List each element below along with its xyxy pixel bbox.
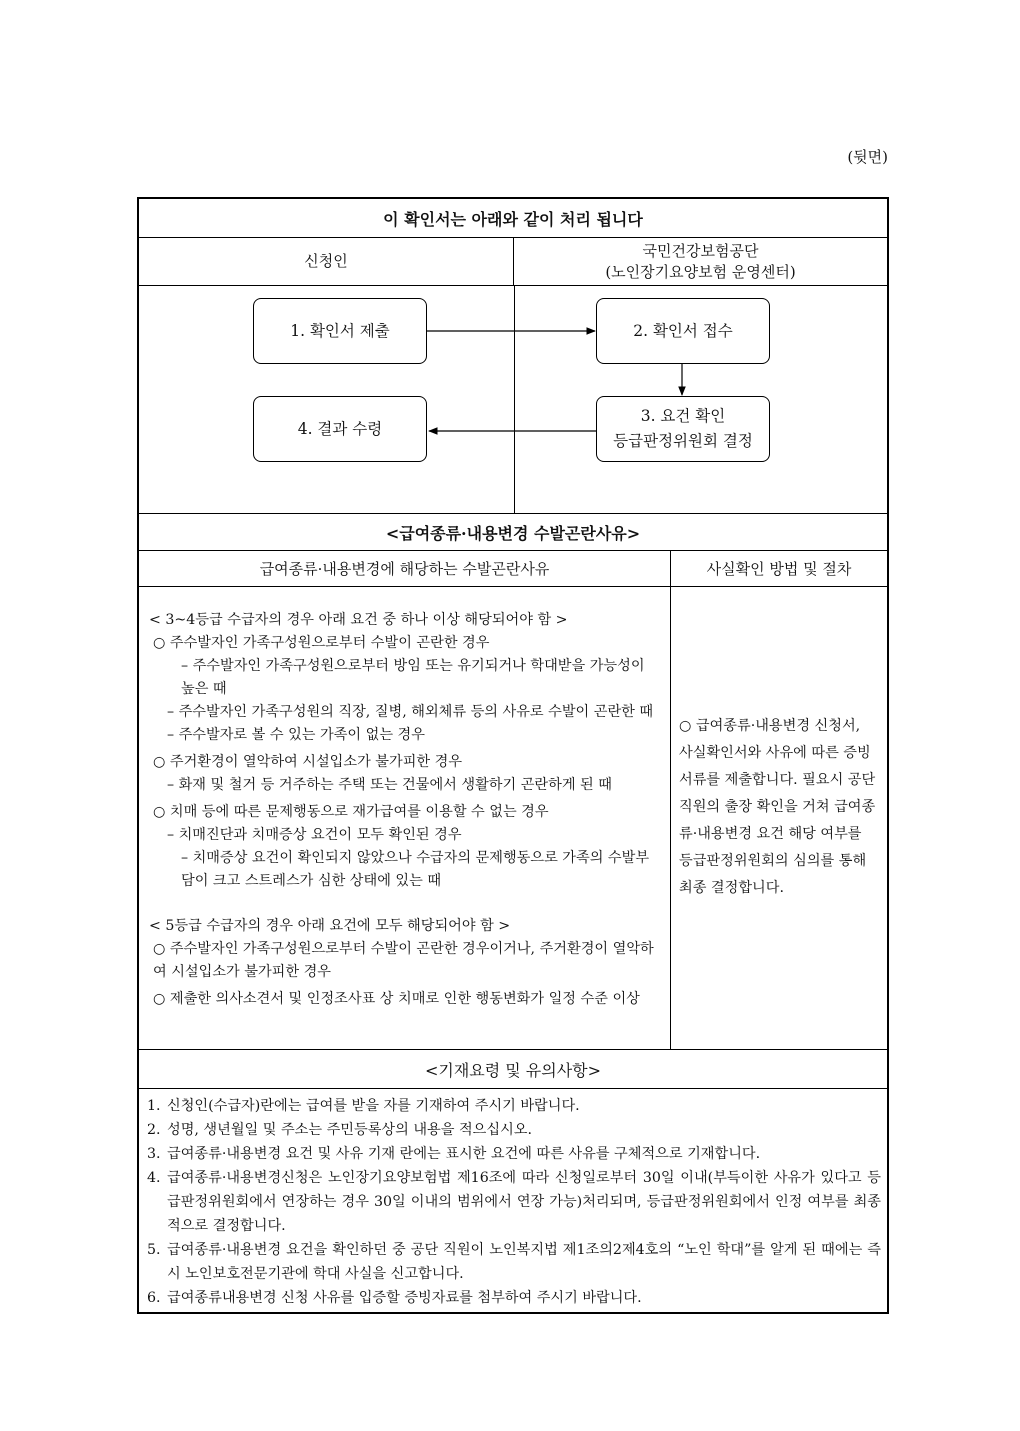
step-review-box [596, 396, 770, 462]
reason-subitem: – 치매증상 요건이 확인되지 않았으나 수급자의 문제행동으로 가족의 수발부담이 크고 스트레스가 심한 상태에 있는 때 [181, 850, 650, 889]
guide-title: <기재요령 및 유의사항> [139, 1050, 887, 1089]
reasons-title: <급여종류·내용변경 수발곤란사유> [139, 514, 887, 551]
step-review-label: 3. 요건 확인 [640, 407, 726, 425]
guide-item [147, 1286, 881, 1310]
guide-item [147, 1094, 881, 1118]
confirmation-form [137, 197, 889, 1314]
guide-item-number: 5. [147, 1242, 161, 1258]
guide-item-number: 6. [147, 1290, 161, 1306]
step-submit-label: 1. 확인서 제출 [290, 321, 390, 340]
grade-5-heading: < 5등급 수급자의 경우 아래 요건에 모두 해당되어야 함 > [149, 918, 511, 934]
guide-item-text: 성명, 생년월일 및 주소는 주민등록상의 내용을 적으십시오. [167, 1122, 533, 1138]
step-result-label: 4. 결과 수령 [297, 419, 383, 438]
reasons-header [139, 551, 887, 587]
reasons-content [139, 587, 887, 1050]
reason-subitem: – 주수발자로 볼 수 있는 가족이 없는 경우 [167, 727, 425, 743]
step-submit-box [253, 298, 427, 364]
page-side-label: (뒷면) [847, 148, 888, 166]
reason-item: ○ 주거환경이 열악하여 시설입소가 불가피한 경우 [153, 754, 463, 770]
verification-col-header: 사실확인 방법 및 절차 [706, 560, 852, 578]
verification-procedure: ○ 급여종류·내용변경 신청서, 사실확인서와 사유에 따른 증빙서류를 제출합니다. 필요시 공단 직원의 출장 확인을 거쳐 급여종류·내용변경 요건 해당 여부를 등급판정위원회의 심의를 통해 최종 결정합니다. [679, 718, 876, 896]
step-review-sublabel: 등급판정위원회 결정 [613, 432, 753, 450]
reason-subitem: – 치매진단과 치매증상 요건이 모두 확인된 경우 [167, 827, 462, 843]
step-result-box [253, 396, 427, 462]
step-receive-box [596, 298, 770, 364]
reason-subitem: – 화재 및 철거 등 거주하는 주택 또는 건물에서 생활하기 곤란하게 된 때 [167, 777, 612, 793]
flow-arrows [139, 286, 887, 514]
agency-name: 국민건강보험공단 [642, 241, 759, 260]
step-receive-label: 2. 확인서 접수 [633, 321, 733, 340]
applicant-header: 신청인 [139, 238, 514, 285]
guide-item-number: 4. [147, 1170, 161, 1186]
guide-item-text: 급여종류·내용변경 요건 및 사유 기재 란에는 표시한 요건에 따른 사유를 구체적으로 기재합니다. [167, 1146, 761, 1162]
process-title: 이 확인서는 아래와 같이 처리 됩니다 [139, 199, 887, 238]
guide-item-text: 급여종류·내용변경신청은 노인장기요양보험법 제16조에 따라 신청일로부터 30일 이내(부득이한 사유가 있다고 등급판정위원회에서 연장하는 경우 30일 이내의 범위에서 연장 가능)처리되며, 등급판정위원회에서 인정 여부를 최종적으로 결정합니다. [167, 1170, 881, 1234]
reason-item: ○ 치매 등에 따른 문제행동으로 재가급여를 이용할 수 없는 경우 [153, 804, 549, 820]
reason-item: ○ 주수발자인 가족구성원으로부터 수발이 곤란한 경우이거나, 주거환경이 열악하여 시설입소가 불가피한 경우 [153, 941, 654, 980]
process-flow [139, 286, 887, 514]
reason-item: ○ 주수발자인 가족구성원으로부터 수발이 곤란한 경우 [153, 635, 490, 651]
guide-item-text: 급여종류내용변경 신청 사유를 입증할 증빙자료를 첨부하여 주시기 바랍니다. [167, 1290, 642, 1306]
guide-item-number: 1. [147, 1098, 161, 1114]
reason-subitem: – 주수발자인 가족구성원의 직장, 질병, 해외체류 등의 사유로 수발이 곤란한 때 [167, 704, 654, 720]
guide-item-number: 3. [147, 1146, 161, 1162]
agency-center: (노인장기요양보험 운영센터) [605, 262, 796, 281]
process-header [139, 238, 887, 286]
guide-item [147, 1142, 881, 1166]
guide-item-text: 신청인(수급자)란에는 급여를 받을 자를 기재하여 주시기 바랍니다. [167, 1098, 580, 1114]
guide-item-text: 급여종류·내용변경 요건을 확인하던 중 공단 직원이 노인복지법 제1조의2제4호의 “노인 학대”를 알게 된 때에는 즉시 노인보호전문기관에 학대 사실을 신고합니다. [167, 1242, 881, 1282]
reasons-col-header: 급여종류·내용변경에 해당하는 수발곤란사유 [139, 551, 671, 586]
agency-header [514, 238, 887, 285]
reason-subitem: – 주수발자인 가족구성원으로부터 방임 또는 유기되거나 학대받을 가능성이 높은 때 [181, 658, 645, 697]
guide-item [147, 1166, 881, 1238]
reasons-list [139, 587, 671, 1049]
guide-item [147, 1238, 881, 1286]
guide-item-number: 2. [147, 1122, 161, 1138]
reason-item: ○ 제출한 의사소견서 및 인정조사표 상 치매로 인한 행동변화가 일정 수준 이상 [153, 991, 640, 1007]
guide-list [139, 1089, 887, 1312]
grade-3-4-heading: < 3~4등급 수급자의 경우 아래 요건 중 하나 이상 해당되어야 함 > [149, 612, 568, 628]
guide-item [147, 1118, 881, 1142]
